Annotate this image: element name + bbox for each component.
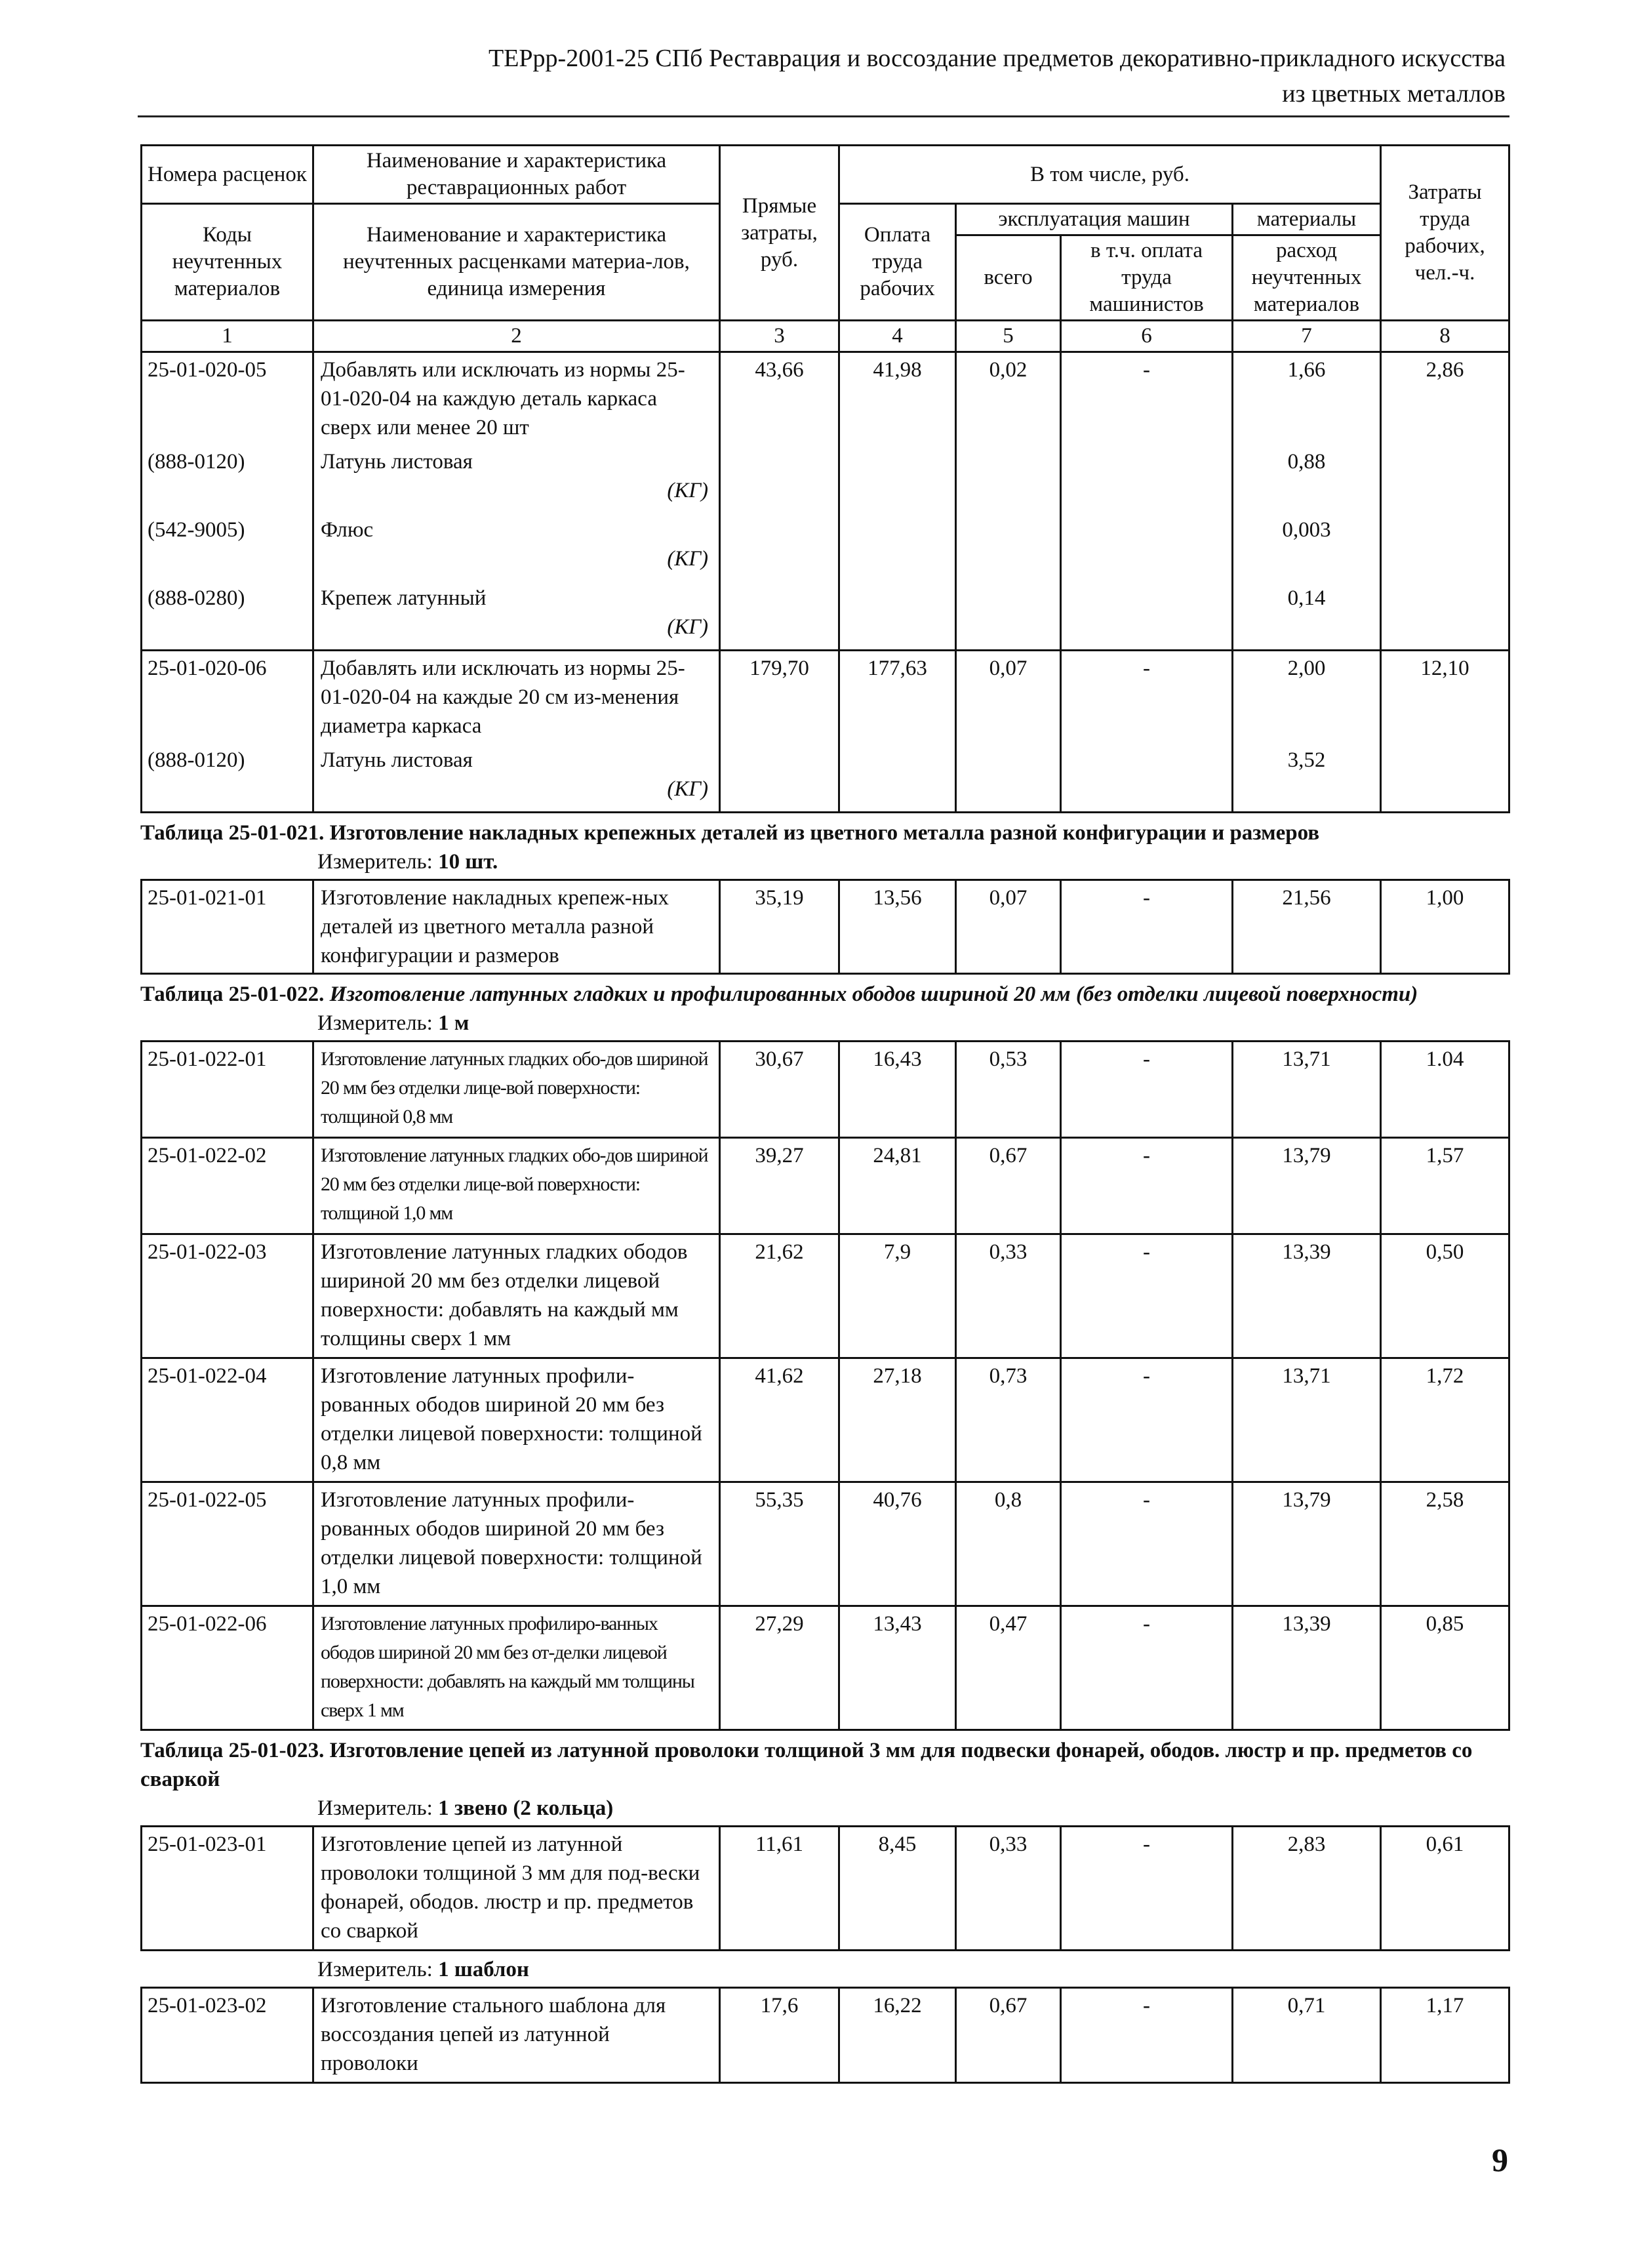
machinist-pay: - [1061, 651, 1233, 744]
machines-total: 0,67 [956, 1988, 1061, 2083]
labor-hours: 2,86 [1381, 352, 1509, 445]
rate-code: 25-01-020-05 [142, 352, 313, 445]
direct-costs: 17,6 [720, 1988, 839, 2083]
materials-use: 13,79 [1233, 1138, 1381, 1234]
col-number: 3 [720, 321, 839, 352]
col-rate-number-header: Номера расценок [142, 146, 313, 204]
labor-hours: 1,17 [1381, 1988, 1509, 2083]
table-row [142, 651, 1509, 744]
machinist-pay: - [1061, 880, 1233, 974]
table-row [142, 880, 1509, 974]
labor-hours: 1,72 [1381, 1358, 1509, 1482]
material-quantity: 0,003 [1233, 513, 1381, 581]
labor-hours: 1.04 [1381, 1042, 1509, 1138]
worker-pay: 8,45 [839, 1827, 956, 1951]
material-name-text: Латунь листовая [321, 450, 473, 474]
labor-hours: 0,85 [1381, 1606, 1509, 1730]
table-row [142, 352, 1509, 445]
running-header [142, 41, 1506, 111]
rate-code: 25-01-022-05 [142, 1482, 313, 1606]
col-number: 8 [1381, 321, 1509, 352]
col-machines-header: эксплуатация машин [956, 204, 1233, 235]
direct-costs: 11,61 [720, 1827, 839, 1951]
col-number: 1 [142, 321, 313, 352]
material-code: (542-9005) [142, 513, 313, 581]
material-code: (888-0120) [142, 743, 313, 813]
direct-costs: 21,62 [720, 1234, 839, 1358]
materials-use: 1,66 [1233, 352, 1381, 445]
material-unit: (КГ) [667, 777, 708, 801]
measure-value: 1 шаблон [438, 1958, 529, 1981]
table-row [142, 1606, 1509, 1730]
worker-pay: 16,22 [839, 1988, 956, 2083]
direct-costs: 35,19 [720, 880, 839, 974]
machines-total: 0,33 [956, 1234, 1061, 1358]
labor-hours: 1,57 [1381, 1138, 1509, 1234]
materials-use: 13,79 [1233, 1482, 1381, 1606]
col-material-use-header: расход неучтенных материалов [1233, 235, 1381, 321]
col-machines-total-header: всего [956, 235, 1061, 321]
col-machinist-pay-header: в т.ч. оплата труда машинистов [1061, 235, 1233, 321]
direct-costs: 179,70 [720, 651, 839, 744]
measure-value: 10 шт. [438, 850, 498, 874]
material-quantity: 3,52 [1233, 743, 1381, 813]
rate-code: 25-01-022-06 [142, 1606, 313, 1730]
rate-code: 25-01-023-01 [142, 1827, 313, 1951]
measure-label: Измеритель: [317, 850, 433, 874]
machinist-pay: - [1061, 1138, 1233, 1234]
rate-code: 25-01-022-03 [142, 1234, 313, 1358]
rates-table-022 [140, 1040, 1510, 1731]
machines-total: 0,73 [956, 1358, 1061, 1482]
worker-pay: 16,43 [839, 1042, 956, 1138]
machines-total: 0,33 [956, 1827, 1061, 1951]
material-name-text: Крепеж латунный [321, 586, 487, 610]
table-022-name: Изготовление латунных гладких и профилированных ободов шириной 20 мм (без отделки лицевой поверхности) [329, 982, 1418, 1006]
machines-total: 0,53 [956, 1042, 1061, 1138]
worker-pay: 13,56 [839, 880, 956, 974]
col-material-code-header: Коды неучтенных материалов [142, 204, 313, 321]
material-name-text: Флюс [321, 518, 374, 542]
table-021-measure [140, 847, 1508, 876]
machines-total: 0,47 [956, 1606, 1061, 1730]
material-row [142, 513, 1509, 581]
worker-pay: 41,98 [839, 352, 956, 445]
machinist-pay: - [1061, 1988, 1233, 2083]
measure-value: 1 м [438, 1011, 469, 1035]
rates-table-023-a [140, 1825, 1510, 1951]
machinist-pay: - [1061, 1827, 1233, 1951]
direct-costs: 30,67 [720, 1042, 839, 1138]
direct-costs: 55,35 [720, 1482, 839, 1606]
materials-use: 2,00 [1233, 651, 1381, 744]
header-rule [138, 115, 1509, 117]
machinist-pay: - [1061, 1358, 1233, 1482]
rate-description: Изготовление цепей из латунной проволоки толщиной 3 мм для под-вески фонарей, ободов. люстр и пр. предметов со сваркой [313, 1827, 720, 1951]
col-materials-header: материалы [1233, 204, 1381, 235]
machinist-pay: - [1061, 1234, 1233, 1358]
rate-description: Изготовление латунных гладких обо-дов шириной 20 мм без отделки лице-вой поверхности: толщиной 0,8 мм [313, 1042, 720, 1138]
material-quantity: 0,14 [1233, 581, 1381, 651]
rates-table-023-b [140, 1987, 1510, 2084]
col-number: 6 [1061, 321, 1233, 352]
worker-pay: 177,63 [839, 651, 956, 744]
table-021-title: Таблица 25-01-021. Изготовление накладных крепежных деталей из цветного металла разной конфигурации и размеров [140, 821, 1320, 845]
material-row [142, 581, 1509, 651]
header-line-2: из цветных металлов [1282, 80, 1506, 108]
page-number: 9 [1492, 2141, 1508, 2178]
rate-code: 25-01-020-06 [142, 651, 313, 744]
table-row [142, 1358, 1509, 1482]
table-row [142, 1042, 1509, 1138]
rate-code: 25-01-022-02 [142, 1138, 313, 1234]
rate-description: Изготовление латунных профилиро-ванных ободов шириной 20 мм без от-делки лицевой поверхности: добавлять на каждый мм толщины сверх 1 мм [313, 1606, 720, 1730]
measure-label: Измеритель: [317, 1958, 433, 1981]
material-unit: (КГ) [667, 479, 708, 502]
table-row [142, 1234, 1509, 1358]
material-unit: (КГ) [667, 615, 708, 639]
material-quantity: 0,88 [1233, 445, 1381, 513]
material-row [142, 445, 1509, 513]
measure-value: 1 звено (2 кольца) [438, 1796, 614, 1820]
labor-hours: 0,50 [1381, 1234, 1509, 1358]
material-name [313, 581, 720, 651]
document-body [140, 144, 1508, 2084]
measure-label: Измеритель: [317, 1796, 433, 1820]
table-022-measure [140, 1009, 1508, 1038]
materials-use: 21,56 [1233, 880, 1381, 974]
worker-pay: 13,43 [839, 1606, 956, 1730]
direct-costs: 27,29 [720, 1606, 839, 1730]
labor-hours: 12,10 [1381, 651, 1509, 744]
materials-use: 13,71 [1233, 1358, 1381, 1482]
rate-description: Изготовление латунных гладких обо-дов шириной 20 мм без отделки лице-вой поверхности: толщиной 1,0 мм [313, 1138, 720, 1234]
rates-table-020 [140, 144, 1510, 813]
material-name [313, 743, 720, 813]
machinist-pay: - [1061, 1042, 1233, 1138]
material-code: (888-0280) [142, 581, 313, 651]
rate-description: Изготовление латунных профили-рованных ободов шириной 20 мм без отделки лицевой поверхности: толщиной 1,0 мм [313, 1482, 720, 1606]
rate-description: Добавлять или исключать из нормы 25-01-020-04 на каждую деталь каркаса сверх или менее 20 шт [313, 352, 720, 445]
machines-total: 0,07 [956, 880, 1061, 974]
rate-description: Добавлять или исключать из нормы 25-01-020-04 на каждые 20 см из-менения диаметра каркаса [313, 651, 720, 744]
labor-hours: 2,58 [1381, 1482, 1509, 1606]
labor-hours: 1,00 [1381, 880, 1509, 974]
col-number: 2 [313, 321, 720, 352]
direct-costs: 41,62 [720, 1358, 839, 1482]
worker-pay: 40,76 [839, 1482, 956, 1606]
machines-total: 0,07 [956, 651, 1061, 744]
materials-use: 13,71 [1233, 1042, 1381, 1138]
materials-use: 13,39 [1233, 1606, 1381, 1730]
material-name [313, 445, 720, 513]
col-number: 4 [839, 321, 956, 352]
rate-description: Изготовление накладных крепеж-ных деталей из цветного металла разной конфигурации и размеров [313, 880, 720, 974]
table-row [142, 1827, 1509, 1951]
machines-total: 0,8 [956, 1482, 1061, 1606]
material-name [313, 513, 720, 581]
direct-costs: 39,27 [720, 1138, 839, 1234]
col-number: 7 [1233, 321, 1381, 352]
rate-code: 25-01-022-04 [142, 1358, 313, 1482]
col-material-name-header: Наименование и характеристика неучтенных расценками материа-лов, единица измерения [313, 204, 720, 321]
table-row [142, 1482, 1509, 1606]
table-row [142, 1138, 1509, 1234]
rates-table-021 [140, 879, 1510, 975]
direct-costs: 43,66 [720, 352, 839, 445]
machines-total: 0,02 [956, 352, 1061, 445]
rate-code: 25-01-023-02 [142, 1988, 313, 2083]
worker-pay: 24,81 [839, 1138, 956, 1234]
table-023-measure-1 [140, 1794, 1508, 1823]
material-code: (888-0120) [142, 445, 313, 513]
material-unit: (КГ) [667, 547, 708, 571]
table-head-row-1 [142, 146, 1509, 204]
col-number: 5 [956, 321, 1061, 352]
material-row [142, 743, 1509, 813]
materials-use: 2,83 [1233, 1827, 1381, 1951]
col-worker-pay-header: Оплата труда рабочих [839, 204, 956, 321]
header-line-1: ТЕРрр-2001-25 СПб Реставрация и воссоздание предметов декоративно-прикладного искусства [489, 45, 1506, 72]
table-row [142, 1988, 1509, 2083]
machines-total: 0,67 [956, 1138, 1061, 1234]
machinist-pay: - [1061, 1482, 1233, 1606]
machinist-pay: - [1061, 1606, 1233, 1730]
rate-description: Изготовление латунных гладких ободов шириной 20 мм без отделки лицевой поверхности: добавлять на каждый мм толщины сверх 1 мм [313, 1234, 720, 1358]
table-022-number: Таблица 25-01-022. [140, 982, 325, 1006]
table-023-title: Таблица 25-01-023. Изготовление цепей из латунной проволоки толщиной 3 мм для подвески фонарей, ободов. люстр и пр. предметов со сваркой [140, 1739, 1473, 1791]
col-including-header: В том числе, руб. [839, 146, 1381, 204]
materials-use: 13,39 [1233, 1234, 1381, 1358]
worker-pay: 27,18 [839, 1358, 956, 1482]
worker-pay: 7,9 [839, 1234, 956, 1358]
table-023-measure-2 [140, 1955, 1508, 1984]
col-direct-costs-header: Прямые затраты, руб. [720, 146, 839, 321]
col-work-name-header: Наименование и характеристика реставрационных работ [313, 146, 720, 204]
rate-code: 25-01-021-01 [142, 880, 313, 974]
measure-label: Измеритель: [317, 1011, 433, 1035]
rate-description: Изготовление латунных профили-рованных ободов шириной 20 мм без отделки лицевой поверхности: толщиной 0,8 мм [313, 1358, 720, 1482]
material-name-text: Латунь листовая [321, 748, 473, 772]
table-column-numbers [142, 321, 1509, 352]
materials-use: 0,71 [1233, 1988, 1381, 2083]
rate-code: 25-01-022-01 [142, 1042, 313, 1138]
table-022-title [140, 980, 1508, 1009]
labor-hours: 0,61 [1381, 1827, 1509, 1951]
rate-description: Изготовление стального шаблона для воссоздания цепей из латунной проволоки [313, 1988, 720, 2083]
machinist-pay: - [1061, 352, 1233, 445]
col-labor-hours-header: Затраты труда рабочих, чел.-ч. [1381, 146, 1509, 321]
